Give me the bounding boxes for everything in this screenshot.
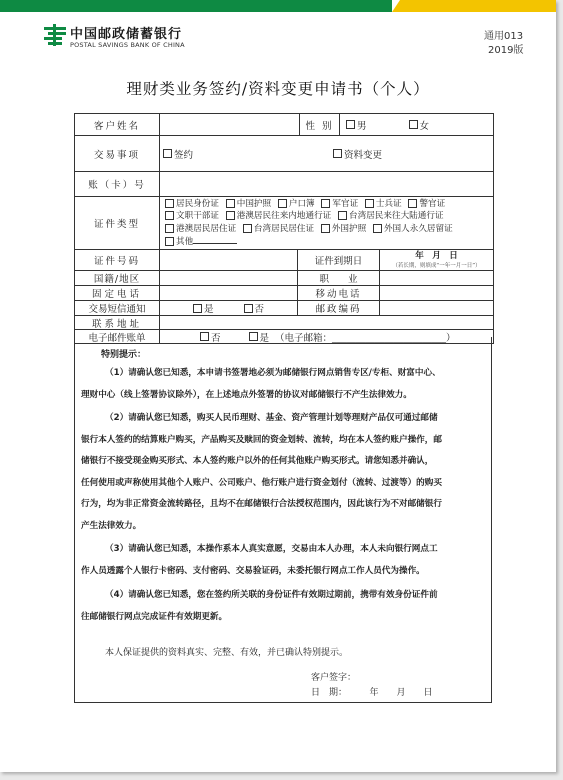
- account-field[interactable]: [160, 172, 493, 196]
- email-no-label: 否: [211, 332, 221, 343]
- notice-line: （1）请确认您已知悉，本申请书签署地必须为邮储银行网点销售专区/专柜、财富中心、: [105, 368, 441, 378]
- postcode-field[interactable]: [380, 301, 493, 315]
- email-yes-label: 是: [259, 332, 270, 343]
- idtype-option: 港澳居民居住证: [176, 223, 237, 234]
- bank-name-cn: 中国邮政储蓄银行: [70, 27, 183, 42]
- notice-line: 储银行不接受现金购买形式、本人签约账户以外的任何其他账户购买形式。请您知悉并确认，: [81, 456, 434, 466]
- idtype-checkbox[interactable]: [226, 211, 235, 220]
- idtype-other-field[interactable]: [193, 235, 237, 244]
- notice-line: 任何使用或声称使用其他个人账户、公司账户、他行账户进行资金划付（流转、过渡等）的购买: [81, 477, 442, 488]
- idtype-checkbox[interactable]: [165, 199, 174, 208]
- phone-label: 固定电话: [75, 286, 160, 300]
- notice-item-2: [81, 408, 487, 537]
- idtype-checkbox[interactable]: [243, 224, 252, 233]
- idexpire-field[interactable]: [380, 250, 493, 270]
- idtype-option: 港澳居民往来内地通行证: [236, 211, 332, 221]
- txn-change-checkbox[interactable]: [333, 149, 342, 158]
- idtype-checkbox[interactable]: [226, 199, 235, 208]
- gender-label: 性 别: [300, 114, 340, 135]
- gender-female-label: 女: [419, 120, 430, 132]
- idtype-row-2: [165, 210, 444, 223]
- row-id-type: [75, 197, 493, 250]
- notice-heading: 特别提示：: [101, 350, 147, 360]
- brand-band: [0, 0, 556, 12]
- txn-label: 交易事项: [75, 136, 160, 171]
- idtype-option: 警官证: [419, 198, 446, 209]
- idtype-label: 证件类型: [75, 197, 160, 249]
- mobile-field[interactable]: [380, 286, 493, 300]
- idtype-row-3: [165, 223, 453, 236]
- idtype-option: 外国人永久居留证: [383, 223, 453, 234]
- notice-line: 产生法律效力。: [81, 520, 142, 531]
- row-phone: [75, 286, 493, 301]
- page-title: 理财类业务签约/资料变更申请书（个人）: [126, 80, 430, 98]
- form-year: 2019版: [488, 45, 524, 56]
- sms-no-label: 否: [254, 304, 265, 315]
- special-notice: [74, 337, 492, 703]
- idtype-checkbox[interactable]: [165, 224, 174, 233]
- row-country: [75, 271, 493, 286]
- notice-line: （3）请确认您已知悉，本操作系本人真实意愿，交易由本人办理，本人未向银行网点工: [105, 544, 438, 554]
- date-field[interactable]: 日 期： 年 月 日: [311, 688, 433, 698]
- idtype-checkbox[interactable]: [373, 224, 382, 233]
- country-label: 国籍/地区: [75, 271, 160, 285]
- sms-yes-label: 是: [203, 304, 214, 315]
- psbc-logo-icon: [44, 24, 66, 46]
- idtype-option: 居民身份证: [176, 198, 219, 209]
- occupation-label: 职 业: [298, 271, 380, 285]
- idtype-checkbox[interactable]: [408, 199, 417, 208]
- txn-sign-label: 签约: [174, 149, 194, 161]
- idexpire-ymd: 年 月 日: [415, 251, 458, 261]
- idtype-other-label: 其他: [176, 237, 194, 247]
- idtype-option: 士兵证: [375, 198, 402, 209]
- row-transaction: [75, 136, 493, 172]
- idtype-row-4: [165, 235, 237, 249]
- email-bill-label: 电子邮件账单: [75, 330, 160, 343]
- mobile-label: 移动电话: [298, 286, 380, 300]
- row-name: [75, 114, 493, 136]
- sms-options: [160, 301, 298, 315]
- gender-male-checkbox[interactable]: [346, 120, 355, 129]
- application-table: [74, 113, 494, 344]
- notice-line: 作人员透露个人银行卡密码、支付密码、交易验证码，未委托银行网点工作人员代为操作。: [81, 565, 425, 576]
- idno-label: 证件号码: [75, 250, 160, 270]
- name-field[interactable]: [160, 114, 300, 135]
- notice-item-1: [81, 363, 487, 406]
- notice-line: （2）请确认您已知悉，购买人民币理财、基金、资产管理计划等理财产品仅可通过邮储: [105, 413, 438, 423]
- idtype-checkbox[interactable]: [338, 211, 347, 220]
- sms-yes-checkbox[interactable]: [193, 304, 202, 313]
- row-sms: [75, 301, 493, 316]
- idtype-other-checkbox[interactable]: [165, 237, 174, 246]
- idtype-option: 台湾居民居住证: [253, 223, 315, 234]
- occupation-field[interactable]: [380, 271, 493, 285]
- brand-band-yellow: [392, 0, 556, 12]
- notice-line: （4）请确认您已知悉，您在签约所关联的身份证件有效期过期前，携带有效身份证件前: [105, 590, 438, 600]
- txn-change-label: 资料变更: [344, 149, 383, 161]
- idtype-option: 户口簿: [288, 198, 315, 209]
- row-account: [75, 172, 493, 197]
- idtype-option: 文职干部证: [176, 211, 219, 221]
- sms-label: 交易短信通知: [75, 301, 160, 315]
- idtype-row-1: [165, 198, 445, 211]
- notice-item-4: [81, 585, 487, 628]
- idtype-checkbox[interactable]: [165, 211, 174, 220]
- brand-band-green: [0, 0, 392, 12]
- name-label: 客户姓名: [75, 114, 160, 135]
- country-field[interactable]: [160, 271, 298, 285]
- notice-line: 银行本人签约的结算账户购买，产品购买及赎回的资金划转、流转，均在本人签约账户操作，邮: [81, 434, 442, 445]
- idtype-option: 外国护照: [331, 223, 367, 234]
- idtype-checkbox[interactable]: [321, 224, 330, 233]
- notice-line: 理财中心（线上签署协议除外），在上述地点外签署的协议对邮储银行不产生法律效力。: [81, 389, 412, 400]
- assurance-text: 本人保证提供的资料真实、完整、有效，并已确认特别提示。: [105, 648, 349, 658]
- address-field[interactable]: [160, 316, 493, 329]
- idtype-options: [160, 197, 493, 249]
- bank-name-en: POSTAL SAVINGS BANK OF CHINA: [70, 41, 185, 49]
- idtype-checkbox[interactable]: [278, 199, 287, 208]
- txn-options: [160, 136, 493, 171]
- gender-options: [340, 114, 493, 135]
- notice-line: 行为，均为非正常资金流转路径，且均不在邮储银行合法授权范围内，因此该行为不对邮储银行: [81, 499, 442, 509]
- notice-item-3: [81, 539, 487, 582]
- phone-field[interactable]: [160, 286, 298, 300]
- notice-line: 往邮储银行网点完成证件有效期更新。: [81, 611, 228, 622]
- idtype-option: 军官证: [332, 198, 359, 209]
- idexpire-label: 证件到期日: [298, 250, 380, 270]
- row-id-number: [75, 250, 493, 271]
- account-label: 账（卡）号: [75, 172, 160, 196]
- email-address-field[interactable]: （电子邮箱：________________________）: [275, 332, 456, 343]
- postcode-label: 邮政编码: [298, 301, 380, 315]
- address-label: 联系地址: [75, 316, 160, 329]
- txn-sign-checkbox[interactable]: [163, 149, 172, 158]
- form-code: 通用013: [484, 31, 524, 42]
- sms-no-checkbox[interactable]: [244, 304, 253, 313]
- idno-field[interactable]: [160, 250, 298, 270]
- idtype-checkbox[interactable]: [321, 199, 330, 208]
- gender-female-checkbox[interactable]: [409, 120, 418, 129]
- row-address: [75, 316, 493, 330]
- idtype-checkbox[interactable]: [365, 199, 374, 208]
- gender-male-label: 男: [357, 120, 367, 132]
- idtype-option: 中国护照: [236, 198, 272, 209]
- signature-field[interactable]: 客户签字：: [311, 673, 357, 683]
- idtype-option: 台湾居民来往大陆通行证: [349, 211, 444, 221]
- idexpire-note: （若长期，则填成“一年一月一日”）: [392, 263, 481, 269]
